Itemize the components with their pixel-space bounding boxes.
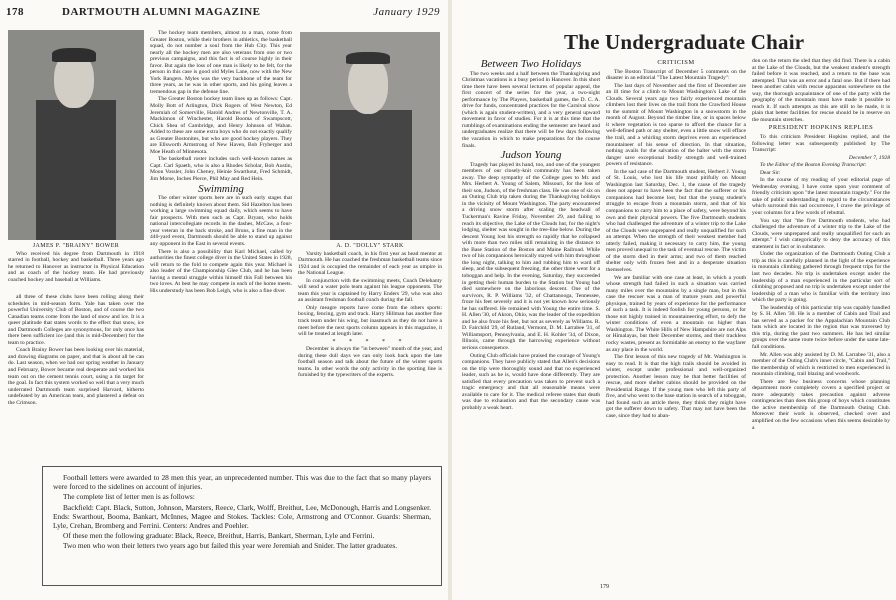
- paragraph: The first lesson of this new tragedy of Mt. Washington is easy to read. It is that the high trails should be avoided in winter, except under professional and well-organized protection. Another lesson may be that better facilities of rescue, and more shelter cabins should be provided on the Presidential Range. If the young men who left this party of five, and who went to the base station in search of a toboggan, had found such an article there, they think they might have got the sufferer down to safety. That may not have been the case, since they had to aban-: [606, 354, 746, 419]
- bower-caption-title: JAMES P. "BRAINY" BOWER: [32, 243, 120, 249]
- stark-caption-title: A. D. "DOLLY" STARK: [336, 243, 404, 249]
- paragraph: The Greater Boston hockey team lines up as follows: Capt. Molly Bott of Arlington, Dick Rogers of West Newton, Ed Jeremiah of Somerville, Harold Andres of Newtonville, T. A. Mackinnon of Winchester, Harold Booma of Swampscott, Chick Shea of Cambridge, and Henry Johnson of Waban. Added to these are some extra boys who do not exactly qualify as Greater Bostonites, but who are good hockey players. They are Ellsworth Armstrong of New Haven, Bob Fryberger and Moe Heath of Minnesota.: [150, 96, 292, 155]
- right-column-2: [606, 58, 746, 578]
- page-number-right: 179: [600, 584, 609, 590]
- paragraph: The other winter sports here are in such early stages that nothing is definitely known about them. Sid Hazelton has been working a large swimming squad daily, which seems to have fair prospects. With men such as Capt. Bryant, who holds national intercollegiate records in the dashes, McCaw, a four-year veteran in the back stroke, and Bruns, a fine man in the 440-yard event, Dartmouth should be able to stand up against any opponent in the East in several events.: [150, 195, 292, 247]
- right-column-1: [462, 58, 600, 592]
- paragraph: The last days of November and the first of December are an ill time for a climb to Mount Washington's Lake of the Clouds. Several years ago two fairly experienced mountain climbers lost their lives on the trail from the Crawford House to the summit of Mount Washington in a snowstorm in the month of August. Beyond the timber line, or in spaces below it where vegetation is too sparse to afford the chance for a well-defined path or any shelter, even a little snow will efface the trail, and a whirling storm deprives even an experienced mountaineer of his sense of direction. In that situation, nothing avails for the salvation of the halter with the storm danger save exceptional bodily strength and well-trained powers of resistance.: [606, 82, 746, 168]
- right-column-3: [752, 58, 890, 592]
- paragraph: Outing Club officials have praised the courage of Young's companions. They have publicly stated that Allen's decisions on the trip were thoroughly sound and that no experienced leader, such as he is, would have done differently. They are satisfied that every precaution was taken to prevent such a tragic emergency and that all reasonable means were available to care for it. The medical referee states that death was due to exhaustion and that the secondary cause was probably a weak heart.: [462, 352, 600, 411]
- paragraph: In the sad case of the Dartmouth student, Herbert J. Young of St. Louis, who lost his life most pitifully on Mount Washington last Saturday, Dec. 1, the cause of the tragedy does not appear to have been the fact that the sufferer or his companions had become lost, but that the young student's struggle to escape from a mountain storm, and that of his companions to carry him to a place of safety, were beyond his own and their physical powers. The five Dartmouth students who had challenged the adventure of a winter trip to the Lake of the Clouds were unprepared and really unqualified for such an attempt. When the strength of their weakest member had utterly failed, making it necessary to carry him, the young men proved unequal to the task of eventual rescue. The victim of the storm died in their arms; and two of them reached shelter only with frozen feet and in a desperate situation themselves.: [606, 168, 746, 273]
- paragraph: don on the return the sled that they did find. There is a cabin at the Lake of the Clouds, but the weakest student's strength failed before it was reached, and a return to the base was attempted. That was an error and a fatal one. But if there had been another cabin with rescue apparatus somewhere on the way, the thorough acquaintance of one of the party with the geography of the mountain must have made it possible to reach it. If such attempts as this are still to be made, it is plain that better facilities for rescue should be in reserve on the mountain stretches.: [752, 58, 890, 123]
- paragraph: Football letters were awarded to 28 men this year, an unprecedented number. This was due to the fact that so many players were forced to the sidelines on account of injuries.: [53, 473, 431, 492]
- running-head: [6, 6, 440, 22]
- letter-recipient: To the Editor of the Boston Evening Transcript:: [760, 162, 867, 169]
- paragraph: There are few business concerns whose planning department more completely covers a specified project or more adequately takes precaution against adverse contingencies than does this group of boys which constitutes the active membership of the Dartmouth Outing Club. Moreover their work is observed, checked over and amplified on the few occasions when this seems desirable by a: [752, 378, 890, 431]
- left-column-2: [150, 30, 292, 464]
- bower-caption-text: Who received his degree from Dartmouth in 1918 starred in football, hockey and basketball. Three years ago he returned to Hanover as instructor in Physical Education and as coach of the hockey team. He had previously coached hockey and baseball at Williams.: [8, 250, 144, 283]
- photo-stark: [300, 32, 440, 240]
- paragraph: The leadership of this particular trip was capably handled by S. H. Allen '30. He is a member of Cabin and Trail and has served as a packer for the Appalachian Mountain Club huts which are located in the region that was traversed by this trip, during the past two summers. He has led similar groups over the same route twice before under the same late-fall conditions.: [752, 304, 890, 350]
- paragraph: Under the organization of the Dartmouth Outing Club a trip as this is carefully planned in the light of the experience in mountain climbing gathered through frequent trips for the last two decades. No trip is undertaken except under the leadership of a man experienced in the particular sort of climbing proposed and no trip is undertaken except under the leadership of a man who is familiar with the territory into which the party is going.: [752, 251, 890, 304]
- paragraph: The Boston Transcript of December 5 comments on the disaster in an editorial "The Latest Mountain Tragedy":: [606, 68, 746, 82]
- right-page: [452, 0, 896, 600]
- stark-caption-text: Varsity basketball coach, in his first year as head mentor at Dartmouth. He has coached the freshman basketball teams since 1924 and is occupied the remainder of each year as umpire in the National League.: [298, 250, 442, 277]
- holidays-heading: Between Two Holidays: [480, 58, 582, 70]
- paragraph: Mr. Allen was ably assisted by D. M. Larrabee '31, also a member of the Outing Club's inner circle, "Cabin and Trail," the membership of which is restricted to men experienced in mountain climbing, trail blazing and woodwork.: [752, 351, 890, 378]
- page-title: The Undergraduate Chair: [564, 30, 805, 54]
- left-column-1: [8, 294, 144, 464]
- separator-stars: * * * * *: [332, 338, 408, 345]
- letter-salutation: Dear Sir:: [760, 169, 781, 176]
- criticism-heading: CRITICISM: [657, 59, 695, 66]
- paragraph: The two weeks and a half between the Thanksgiving and Christmas vacations is a busy period in Hanover. In this short time there have been several lectures of popular appeal, the first concert of the series for the year, a two-night performance by The Players, basketball games, the D. C. A. drive for funds, concentrated practices for the Carnival show (which is again student-written), and a very general upward movement in favor of studies. For it is at this time that the rumblings of examinations ending the semester are heard and undergraduates realize that there will be few days following the vacation in which to make preparations for the course finals.: [462, 70, 600, 149]
- letter-date: December 7, 1928: [848, 154, 890, 161]
- magazine-title: DARTMOUTH ALUMNI MAGAZINE: [62, 6, 261, 18]
- paragraph: Two men who won their letters two years ago but failed this year were Jeremiah and Snider. The latter graduates.: [63, 541, 398, 551]
- paragraph: The hockey team members, almost to a man, come from Greater Boston, while their brothers in athletics, the basketball squad, do not number a soul from the Hub City. This year nearly all the hockey men are also veterans from one or two previous campaigns, and this fact is of course highly in their favor. But again the loss of one man is likely to be felt, for the person in this case is good old Myles Lane, now with the New York Rangers. Myles was the very backbone of the team for three years, as he was in other sports, and his going leaves a tremendous gap in the defense line.: [150, 30, 292, 95]
- hopkins-heading: PRESIDENT HOPKINS REPLIES: [768, 124, 874, 132]
- paragraph: The complete list of letter men is as follows:: [63, 492, 195, 502]
- swimming-heading: Swimming: [198, 182, 244, 195]
- bower-caption: [8, 243, 144, 291]
- paragraph: In the course of my reading of your editorial page of Wednesday evening, I have come upon your comment of friendly criticism upon "the latest mountain tragedy." For the sake of public understanding in regard to the circumstances which surround this sad occurrence, I crave the privilege of your columns for a few words of rebuttal.: [752, 177, 890, 217]
- football-letters-box: [42, 466, 442, 586]
- judson-heading: Judson Young: [500, 149, 562, 162]
- paragraph: December is always the "in between" month of the year, and during these dull days we can only look back upon the late football season and talk about the future of the winter sports teams. In other words the only activity in the sporting line is furnished by the typewriters of the experts.: [298, 346, 442, 379]
- paragraph: To this criticism President Hopkins replied, and the following letter was subsequently published by The Transcript:: [752, 134, 890, 154]
- paragraph: You say that "the five Dartmouth students, who had challenged the adventure of a winter trip to the Lake of the Clouds, were unprepared and really unqualified for such an attempt." I wish categorically to deny the accuracy of this statement in fact or in substance.: [752, 217, 890, 250]
- paragraph: Only meagre reports have come from the others sports: boxing, fencing, gym and track. Harry Hillman has another fine track team under his wing, but inasmuch as they do not have a meet before the next sports column appears in this magazine, it will be treated at length later.: [298, 304, 442, 338]
- photo-bower: [8, 30, 144, 240]
- paragraph: Of these men the following graduate: Black, Reece, Breithut, Harris, Bankart, Sherman, Lyle and Ferrini.: [63, 531, 375, 541]
- paragraph: all three of these clubs have been rolling along their schedules in mid-season form. Yale has taken over the powerful University Club of Boston, and of course the two Canadian teams come from the land of snow and ice. It is a queer platitude that states words to the effect that snow, ice and Dartmouth Colleges are synonymous, for only once has there been sufficient ice (and this is mid-December) for the team to practice.: [8, 294, 144, 346]
- paragraph: Tragedy has played its hand, too, and one of the youngest members of our closely-knit community has been taken away. The deep sympathy of the College goes to Mr. and Mrs. Herbert A. Young of Salem, Missouri, for the loss of their son, Judson, of the freshman class. He was one of six on an Outing Club trip taken during the Thanksgiving holidays in the vicinity of Mount Washington. The party encountered a driving snow storm after scaling the headwall of Tuckerman's Ravine Friday, November 29, and failing to reach its objective, the Lake of the Clouds hut, for the night's lodging, shelter was sought in the tree-line below. During the descent Young lost his strength so rapidly that he collapsed with more than two miles still remaining in the distance to the Base Station of the Boston and Maine Railroad. While two of his companions heroically stayed with him throughout the long night, talking to him and rubbing him to ward off sleep, and the subsequent freezing, the other three went for a toboggan and help. In the evening, Saturday, they succeeded in getting their human burden to the Station but Young had died somewhere on the laborious descent. One of the survivors, R. P. Williams '32, of Chattanooga, Tennessee, froze his feet severely and it is not yet known how seriously he has suffered. He remained with Young the entire time. S. H. Allen '30, of Akron, Ohio, was the leader of the expedition and he also froze his feet, but not as severely as Williams. R. D. Fairchild '29, of Rutland, Vermont, D. M. Larrabee '31, of Williamsport, Pennsylvania, and E. H. Kohler '34, of Dixon, Illinois, came through the harrowing experience without serious consequence.: [462, 161, 600, 351]
- page-number: 178: [6, 6, 24, 18]
- paragraph: We are familiar with one case at least, in which a youth whose strength had failed in such a situation was carried many miles over the mountains by a single man, but in this case the rescuer was a man of mature years and powerful physique, trained by years of experience for the performance of such a task. It is indeed foolish for young persons, or for those not highly trained in mountaineering effort, to defy the winter conditions of even a mountain no higher than Washington. The White Hills of New Hampshire are not Alps or Himalayas, but their December storms, and their trackless rocky wastes, present as formidable an enemy to the wayfarer as any place in the world.: [606, 274, 746, 353]
- issue-date: January 1929: [373, 6, 440, 18]
- paragraph: There is also a possibility that Karl Michael, called by authorities the finest college diver in the United States in 1928, will return to the fold to compete again this year. Michael is also leader of the Championship Glee Club, and he has been having a mental struggle within himself this Fall between his two loves. At best he may compete in each of the home meets. His understudy has been Bob Leigh, who is also a fine diver.: [150, 248, 292, 294]
- paragraph: In conjunction with the swimming meets, Coach Delehanty will send a water polo team against his league opponents. The team this year is captained by Harry Enders '29, who was also an assistant freshman football coach during the fall.: [298, 277, 442, 304]
- right-column-left-page: [298, 243, 442, 465]
- paragraph: Coach Brainy Bower has been looking over his material, and drawing diagrams on paper, and that is about all he can do. Last season, when we had our spring weather in January and February, Bower became real desperate and worked his team out on the cement tennis court, using a tin target for the goal. In fact this system worked so well that a very much underrated Dartmouth team surprised Harvard, hitherto undefeated by an American team, and plastered a defeat on the Crimson.: [8, 347, 144, 406]
- paragraph: Backfield: Capt. Black, Sutton, Johnson, Marsters, Reece, Clark, Wolff, Breithut, Lee, McDonough, Harris and Longsenker. Ends: Swarthout, Booma, Bankart, McInnes, Magee and Stokes. Tackles: Cole, Armstrong and O'Connor. Guards: Sherman, Lyle, Crehan, Bromberg and Ferrini. Centers: Andres and Poehler.: [53, 502, 431, 531]
- paragraph: The basketball roster includes such well-known names as Capt. Carl Spaeth, who is also a Rhodes Scholar, Bob Austin, Moon Vossler, John Cheney, Heinie Swarthout, Fred Schmidt, Jim Morse, Inches Pierce, Phil May and Red Hein.: [150, 156, 292, 183]
